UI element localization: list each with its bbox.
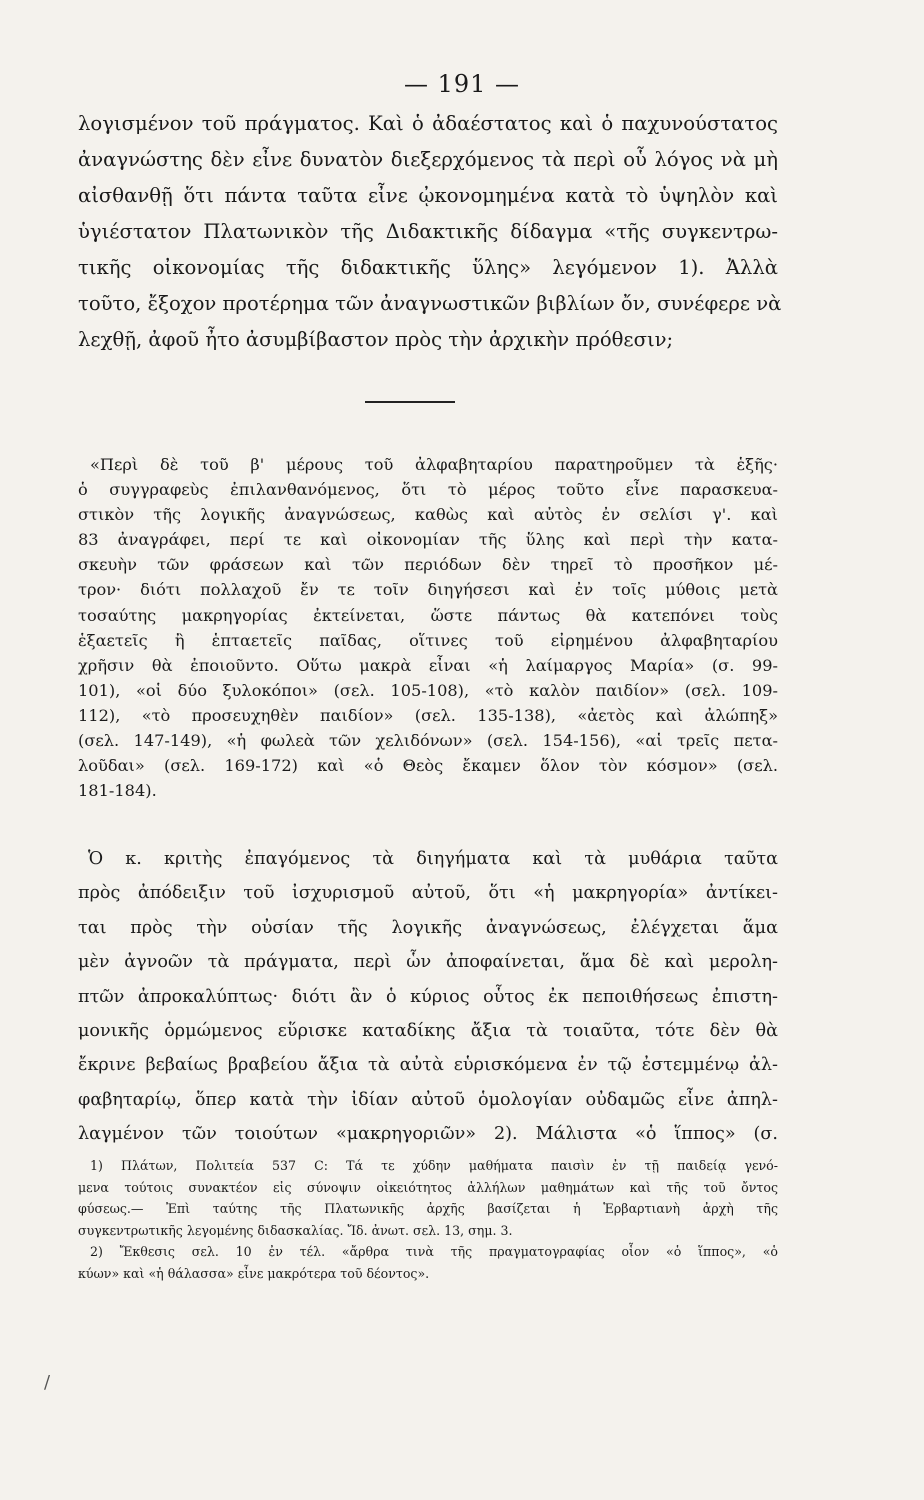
text-line: «Περὶ δὲ τοῦ β' μέρους τοῦ ἀλφαβηταρίου παρατηροῦμεν τὰ ἑξῆς· — [90, 455, 778, 474]
section-divider — [365, 401, 455, 403]
text-line: (σελ. 147-149), «ἡ φωλεὰ τῶν χελιδόνων» (σελ. 154-156), «αἱ τρεῖς πετα- — [78, 731, 778, 751]
text-line: τικῆς οἰκονομίας τῆς διδακτικῆς ὕλης» λεγόμενον 1). Ἀλλὰ — [78, 256, 778, 279]
text-line: Ὁ κ. κριτὴς ἐπαγόμενος τὰ διηγήματα καὶ τὰ μυθάρια ταῦτα — [88, 849, 778, 869]
footnote-line: κύων» καὶ «ἡ θάλασσα» εἶνε μακρότερα τοῦ δέοντος». — [78, 1265, 430, 1281]
text-line: λεχθῇ, ἀφοῦ ἦτο ἀσυμβίβαστον πρὸς τὴν ἀρχικὴν πρόθεσιν; — [78, 328, 674, 351]
footnote-line: φύσεως.— Ἐπὶ ταύτης τῆς Πλατωνικῆς ἀρχῆς βασίζεται ἡ Ἑρβαρτιανὴ ἀρχὴ τῆς — [78, 1201, 778, 1216]
text-line: χρῆσιν θὰ ἐποιοῦντο. Οὕτω μακρὰ εἶναι «ἡ λαίμαργος Μαρία» (σ. 99- — [78, 655, 778, 675]
text-line: ὁ συγγραφεὺς ἐπιλανθανόμενος, ὅτι τὸ μέρος τοῦτο εἶνε παρασκευα- — [78, 480, 778, 500]
footnotes — [78, 1155, 778, 1284]
text-line: τοῦτο, ἔξοχον προτέρημα τῶν ἀναγνωστικῶν βιβλίων ὄν, συνέφερε νὰ — [78, 292, 782, 315]
paragraph-3 — [78, 842, 778, 1152]
page-number: — 191 — — [403, 70, 521, 98]
text-line: μονικῆς ὁρμώμενος εὕρισκε καταδίκης ἄξια τὰ τοιαῦτα, τότε δὲν θὰ — [78, 1021, 778, 1042]
footnote-line: συγκεντρωτικῆς λεγομένης διδασκαλίας. Ἴδ. ἀνωτ. σελ. 13, σημ. 3. — [78, 1222, 513, 1238]
text-line: μὲν ἀγνοῶν τὰ πράγματα, περὶ ὧν ἀποφαίνεται, ἅμα δὲ καὶ μερολη- — [78, 952, 778, 973]
text-line: λοῦδαι» (σελ. 169-172) καὶ «ὁ Θεὸς ἔκαμεν ὅλον τὸν κόσμον» (σελ. — [78, 756, 778, 776]
text-line: 101), «οἱ δύο ξυλοκόποι» (σελ. 105-108), «τὸ καλὸν παιδίον» (σελ. 109- — [78, 680, 778, 700]
text-line: φαβηταρίῳ, ὅπερ κατὰ τὴν ἰδίαν αὐτοῦ ὁμολογίαν οὐδαμῶς εἶνε ἀπηλ- — [78, 1089, 778, 1110]
quoted-paragraph — [78, 452, 778, 803]
text-line: 181-184). — [78, 781, 157, 801]
text-line: ἔκρινε βεβαίως βραβείου ἄξια τὰ αὐτὰ εὑρισκόμενα ἐν τῷ ἐστεμμένῳ ἀλ- — [78, 1055, 778, 1076]
text-line: ἑξαετεῖς ἢ ἑπταετεῖς παῖδας, οἵτινες τοῦ εἰρημένου ἀλφαβηταρίου — [78, 630, 778, 650]
footnote-line: 2) Ἔκθεσις σελ. 10 ἐν τέλ. «ἄρθρα τινὰ τῆς πραγματογραφίας οἷον «ὁ ἵππος», «ὁ — [90, 1244, 778, 1259]
text-line: στικὸν τῆς λογικῆς ἀναγνώσεως, καθὼς καὶ αὐτὸς ἐν σελίσι γ'. καὶ — [78, 505, 778, 525]
text-line: λαγμένον τῶν τοιούτων «μακρηγοριῶν» 2). Μάλιστα «ὁ ἵππος» (σ. — [78, 1124, 778, 1145]
text-line: ὑγιέστατον Πλατωνικὸν τῆς Διδακτικῆς δίδαγμα «τῆς συγκεντρω- — [78, 220, 778, 243]
text-line: 83 ἀναγράφει, περί τε καὶ οἰκονομίαν τῆς ὕλης καὶ περὶ τὴν κατα- — [78, 530, 778, 550]
footnote-line: 1) Πλάτων, Πολιτεία 537 C: Τά τε χύδην μαθήματα παισὶν ἐν τῇ παιδείᾳ γενό- — [90, 1158, 778, 1173]
stray-pencil-mark: / — [44, 1372, 51, 1393]
text-line: αἰσθανθῇ ὅτι πάντα ταῦτα εἶνε ᾠκονομημένα κατὰ τὸ ὑψηλὸν καὶ — [78, 184, 778, 207]
text-line: 112), «τὸ προσευχηθὲν παιδίον» (σελ. 135-138), «ἀετὸς καὶ ἀλώπηξ» — [78, 705, 778, 725]
paragraph-1 — [78, 106, 782, 358]
text-line: τοσαύτης μακρηγορίας ἐκτείνεται, ὥστε πάντως θὰ κατεπόνει τοὺς — [78, 605, 778, 625]
text-line: σκευὴν τῶν φράσεων καὶ τῶν περιόδων δὲν τηρεῖ τὸ προσῆκον μέ- — [78, 555, 778, 575]
text-line: ἀναγνώστης δὲν εἶνε δυνατὸν διεξερχόμενος τὰ περὶ οὗ λόγος νὰ μὴ — [78, 148, 778, 171]
text-line: πτῶν ἀπροκαλύπτως· διότι ἂν ὁ κύριος οὗτος ἐκ πεποιθήσεως ἐπιστη- — [78, 986, 778, 1007]
footnote-line: μενα τούτοις συνακτέον εἰς σύνοψιν οἰκειότητος ἀλλήλων μαθημάτων καὶ τῆς τοῦ ὄντος — [78, 1179, 778, 1195]
text-line: τρον· διότι πολλαχοῦ ἔν τε τοῖν διηγήσεσι καὶ ἐν τοῖς μύθοις μετὰ — [78, 580, 778, 600]
text-line: πρὸς ἀπόδειξιν τοῦ ἰσχυρισμοῦ αὐτοῦ, ὅτι «ἡ μακρηγορία» ἀντίκει- — [78, 883, 778, 904]
text-line: ται πρὸς τὴν οὐσίαν τῆς λογικῆς ἀναγνώσεως, ἐλέγχεται ἅμα — [78, 917, 778, 938]
text-line: λογισμένον τοῦ πράγματος. Καὶ ὁ ἀδαέστατος καὶ ὁ παχυνούστατος — [78, 112, 778, 135]
